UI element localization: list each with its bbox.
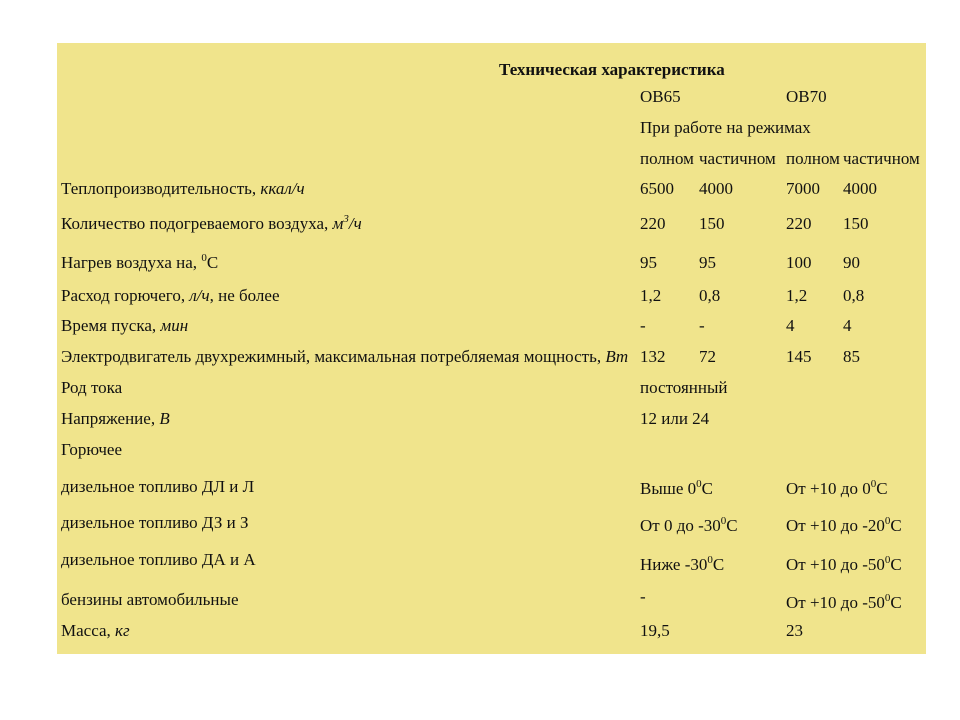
- fuel-cell-dz-ov70: От +10 до $-20^0С$: [786, 515, 902, 535]
- row-label-voltage: Напряжение, В: [61, 409, 170, 428]
- row-label-fuel-consumption: Расход горючего, л/ч, не более: [61, 286, 280, 305]
- sheet-title: Техническая характеристика: [499, 60, 725, 79]
- mode-ov70-partial: частичном: [843, 149, 920, 168]
- cell-fuel-consumption-ov70-full: 1,2: [786, 286, 808, 305]
- fuel-cell-petrol-ov70: От +10 до $-50^0С$: [786, 592, 902, 612]
- spec-sheet: [57, 43, 926, 654]
- cell-air-volume-ov65-full: 220: [640, 214, 666, 233]
- cell-air-volume-ov70-partial: 150: [843, 214, 869, 233]
- cell-start-time-ov65-full: -: [640, 316, 646, 335]
- row-label-air-volume: Количество подогреваемого воздуха, $м^3/ч$: [61, 213, 362, 233]
- cell-motor-power-ov70-partial: 85: [843, 347, 860, 366]
- fuel-row-label-dl: дизельное топливо ДЛ и Л: [61, 477, 255, 496]
- cell-air-heating-ov65-partial: 95: [699, 253, 716, 272]
- fuel-cell-petrol-ov65: -: [640, 587, 646, 606]
- row-label-current-type: Род тока: [61, 378, 123, 397]
- cell-air-volume-ov65-partial: 150: [699, 214, 725, 233]
- row-label-heat-output: Теплопроизводительность, ккал/ч: [61, 179, 305, 198]
- fuel-cell-dl-ov65: Выше $0^0С$: [640, 478, 713, 498]
- cell-motor-power-ov65-full: 132: [640, 347, 666, 366]
- mode-ov65-partial: частичном: [699, 149, 776, 168]
- cell-start-time-ov70-partial: 4: [843, 316, 852, 335]
- cell-start-time-ov70-full: 4: [786, 316, 795, 335]
- mode-header: При работе на режимах: [640, 118, 811, 137]
- row-label-mass: Масса, кг: [61, 621, 130, 640]
- row-label-motor-power: Электродвигатель двухрежимный, максимальная потребляемая мощность, Вт: [61, 347, 629, 366]
- fuel-row-label-da: дизельное топливо ДА и А: [61, 550, 256, 569]
- cell-air-volume-ov70-full: 220: [786, 214, 812, 233]
- fuel-cell-dl-ov70: От +10 до $0^0С$: [786, 478, 888, 498]
- cell-motor-power-ov70-full: 145: [786, 347, 812, 366]
- row-label-start-time: Время пуска, мин: [61, 316, 189, 335]
- cell-heat-output-ov70-full: 7000: [786, 179, 820, 198]
- cell-voltage: 12 или 24: [640, 409, 710, 428]
- cell-motor-power-ov65-partial: 72: [699, 347, 716, 366]
- cell-heat-output-ov70-partial: 4000: [843, 179, 877, 198]
- model-ov70: ОВ70: [786, 87, 827, 106]
- fuel-cell-da-ov70: От +10 до $-50^0С$: [786, 554, 902, 574]
- mode-ov70-full: полном: [786, 149, 840, 168]
- cell-start-time-ov65-partial: -: [699, 316, 705, 335]
- cell-fuel-consumption-ov65-full: 1,2: [640, 286, 662, 305]
- cell-air-heating-ov65-full: 95: [640, 253, 657, 272]
- fuel-cell-dz-ov65: От 0 до $-30^0С$: [640, 515, 738, 535]
- row-label-fuel: Горючее: [61, 440, 123, 459]
- cell-mass-ov70: 23: [786, 621, 803, 640]
- cell-air-heating-ov70-partial: 90: [843, 253, 860, 272]
- fuel-row-label-dz: дизельное топливо ДЗ и З: [61, 513, 249, 532]
- cell-current-type: постоянный: [640, 378, 728, 397]
- fuel-cell-da-ov65: Ниже $-30^0С$: [640, 554, 725, 574]
- model-ov65: ОВ65: [640, 87, 681, 106]
- cell-air-heating-ov70-full: 100: [786, 253, 812, 272]
- fuel-row-label-petrol: бензины автомобильные: [61, 590, 239, 609]
- cell-heat-output-ov65-full: 6500: [640, 179, 674, 198]
- cell-mass-ov65: 19,5: [640, 621, 670, 640]
- cell-fuel-consumption-ov70-partial: 0,8: [843, 286, 865, 305]
- cell-heat-output-ov65-partial: 4000: [699, 179, 733, 198]
- mode-ov65-full: полном: [640, 149, 694, 168]
- cell-fuel-consumption-ov65-partial: 0,8: [699, 286, 721, 305]
- row-label-air-heating: Нагрев воздуха на, $^0$С: [61, 252, 219, 272]
